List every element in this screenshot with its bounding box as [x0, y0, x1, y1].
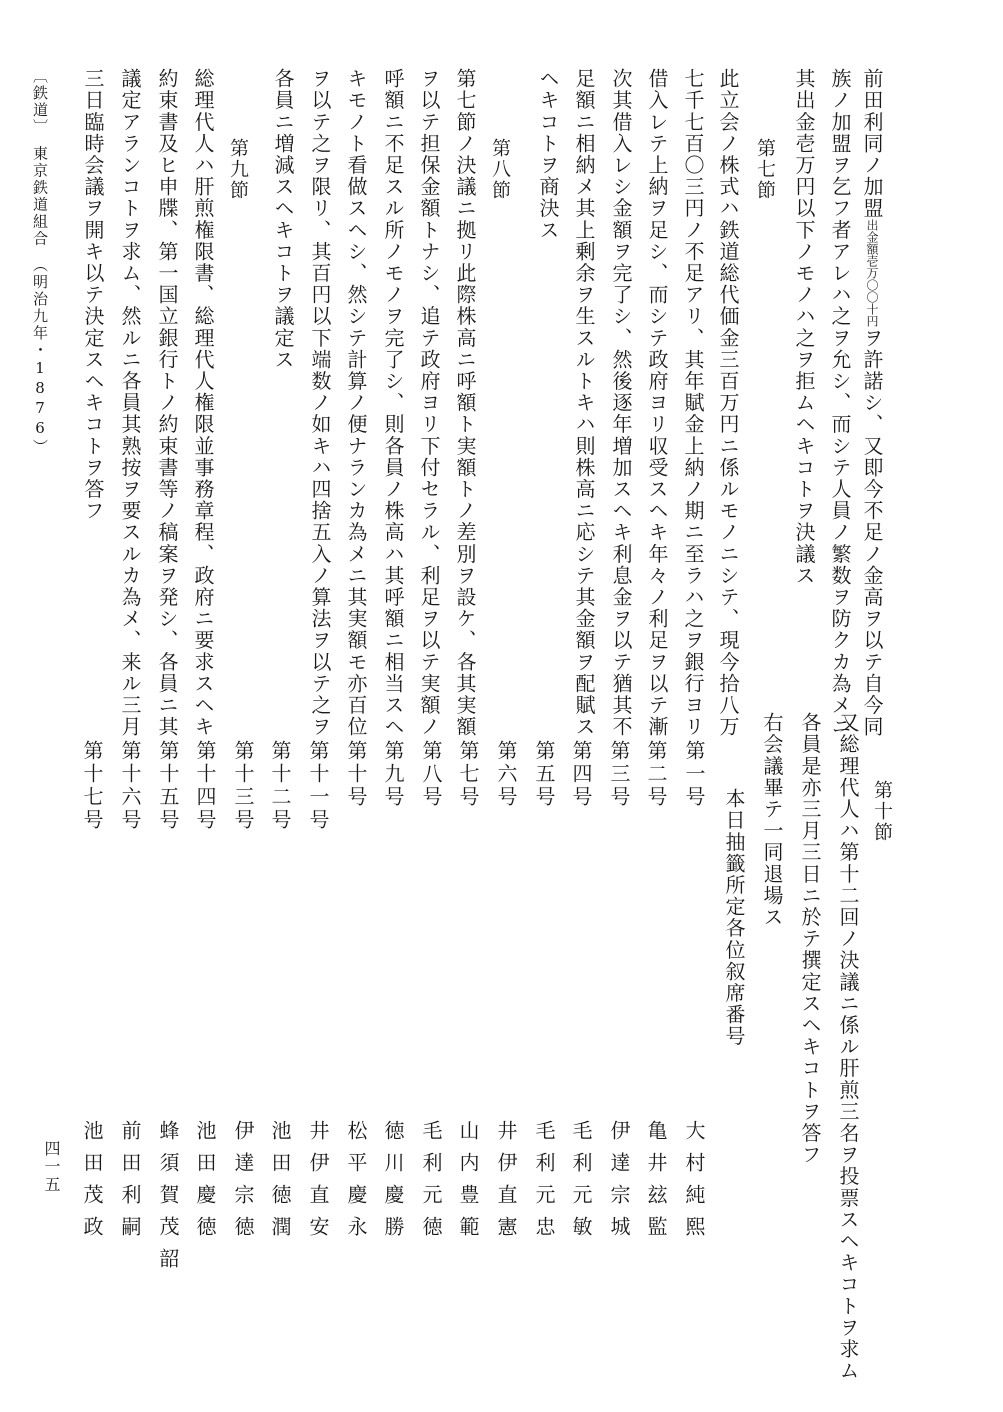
seat-list-title: 本日抽籤所定各位叙席番号 — [722, 788, 746, 1048]
seat-number: 第十七号 — [80, 740, 104, 832]
seat-number: 第七号 — [456, 740, 480, 809]
section8-line-3: 呼額ニ不足スル所ノモノヲ完了シ、則各員ノ株高ハ其呼額ニ相当スヘ — [381, 68, 405, 738]
seat-number: 第十号 — [344, 740, 368, 809]
seat-name: 伊達宗徳 — [231, 1120, 255, 1248]
seat-name: 池田慶徳 — [193, 1120, 217, 1248]
seat-name: 前田利嗣 — [118, 1120, 142, 1248]
seat-number: 第五号 — [532, 740, 556, 809]
text-line-3: 其出金壱万円以下ノモノハ之ヲ拒ムヘキコトヲ決議ス — [792, 68, 816, 587]
seat-name: 松平慶永 — [344, 1120, 368, 1248]
seat-name: 井伊直安 — [306, 1120, 330, 1248]
seat-name: 毛利元徳 — [419, 1120, 443, 1248]
section7-line-1: 此立会ノ株式ハ鉄道総代価金三百万円ニ係ルモノニシテ、現今拾八万 — [716, 68, 740, 738]
seat-number: 第十三号 — [231, 740, 255, 832]
seat-number: 第十六号 — [118, 740, 142, 832]
section-heading-8: 第八節 — [489, 138, 511, 201]
seat-name: 毛利元敏 — [569, 1120, 593, 1248]
section9-line-2: 約束書及ヒ申牒、第一国立銀行トノ約束書等ノ稿案ヲ発シ、各員ニ其 — [155, 68, 179, 738]
section8-line-1: 第七節ノ決議ニ拠リ此際株高ニ呼額ト実額トノ差別ヲ設ケ、各其実額 — [453, 68, 477, 738]
seat-name: 徳川慶勝 — [381, 1120, 405, 1248]
seat-number: 第十一号 — [306, 740, 330, 832]
seat-number: 第三号 — [607, 740, 631, 809]
section8-line-4: キモノト看做スヘシ、然シテ計算ノ便ナランカ為メニ其実額モ亦百位 — [344, 68, 368, 738]
section7-line-2: 七千七百〇三円ノ不足アリ、其年賦金上納ノ期ニ至ラハ之ヲ銀行ヨリ — [681, 68, 705, 738]
seat-number: 第十五号 — [156, 740, 180, 832]
seat-name: 伊達宗城 — [607, 1120, 631, 1248]
seat-name: 毛利元忠 — [532, 1120, 556, 1248]
section10-line-1: 又総理代人ハ第十二回ノ決議ニ係ル肝煎三名ヲ投票スヘキコトヲ求ム — [836, 712, 860, 1382]
seat-name: 山内豊範 — [456, 1120, 480, 1248]
seat-name: 蜂須賀茂韶 — [156, 1120, 180, 1280]
seat-number: 第十四号 — [193, 740, 217, 832]
seat-number: 第一号 — [682, 740, 706, 809]
seat-name: 池田茂政 — [80, 1120, 104, 1248]
text-line-1: 前田利同ノ加盟 出金額壱万 〇〇十円 ヲ許諾シ、又即今不足ノ金高ヲ以テ自今同 — [860, 68, 884, 738]
inline-note-amount: 出金額壱万 〇〇十円 — [865, 219, 879, 328]
section-heading-10: 第十節 — [871, 780, 893, 843]
seat-number: 第二号 — [644, 740, 668, 809]
seat-number: 第四号 — [569, 740, 593, 809]
section10-line-2: 各員是亦三月三日ニ於テ撰定スヘキコトヲ答フ — [798, 712, 822, 1166]
source-footer: 〔鉄道〕 東京鉄道組合 （明治九年・1876） — [31, 68, 49, 456]
seat-name: 井伊直憲 — [494, 1120, 518, 1248]
section8-line-2: ヲ以テ担保金額トナシ、追テ政府ヨリ下付セラル、利足ヲ以テ実額ノ — [417, 68, 441, 738]
section-heading-7: 第七節 — [754, 138, 776, 201]
seat-number: 第六号 — [494, 740, 518, 809]
seat-name: 大村純熙 — [682, 1120, 706, 1248]
seat-name: 亀井玆監 — [644, 1120, 668, 1248]
section-heading-9: 第九節 — [227, 138, 249, 201]
section10-line-3: 右会議畢テ一同退場ス — [760, 712, 784, 928]
section9-line-1: 総理代人ハ肝煎権限書、総理代人権限並事務章程、政府ニ要求スヘキ — [191, 68, 215, 738]
section7-line-3: 借入レテ上納ヲ足シ、而シテ政府ヨリ収受スヘキ年々ノ利足ヲ以テ漸 — [645, 68, 669, 738]
section8-line-6: 各員ニ増減スヘキコトヲ議定ス — [271, 68, 295, 371]
section7-line-6: ヘキコトヲ商決ス — [536, 68, 560, 241]
section8-line-5: ヲ以テ之ヲ限リ、其百円以下端数ノ如キハ四捨五入ノ算法ヲ以テ之ヲ — [308, 68, 332, 738]
section7-line-4: 次其借入レシ金額ヲ完了シ、然後逐年増加スヘキ利息金ヲ以テ猶其不 — [609, 68, 633, 738]
section9-line-4: 三日臨時会議ヲ開キ以テ決定スヘキコトヲ答フ — [81, 68, 105, 522]
section7-line-5: 足額ニ相納メ其上剰余ヲ生スルトキハ則株高ニ応シテ其金額ヲ配賦ス — [572, 68, 596, 738]
seat-number: 第十二号 — [268, 740, 292, 832]
section9-line-3: 議定アランコトヲ求ム、然ルニ各員其熟按ヲ要スルカ為メ、来ル三月 — [118, 68, 142, 738]
seat-name: 池田徳潤 — [268, 1120, 292, 1248]
text-line-2: 族ノ加盟ヲ乞フ者アレハ之ヲ允シ、而シテ人員ノ繁数ヲ防クカ為メニ — [828, 68, 852, 738]
page-number: 四一五 — [42, 1140, 61, 1194]
seat-number: 第八号 — [419, 740, 443, 809]
seat-number: 第九号 — [381, 740, 405, 809]
